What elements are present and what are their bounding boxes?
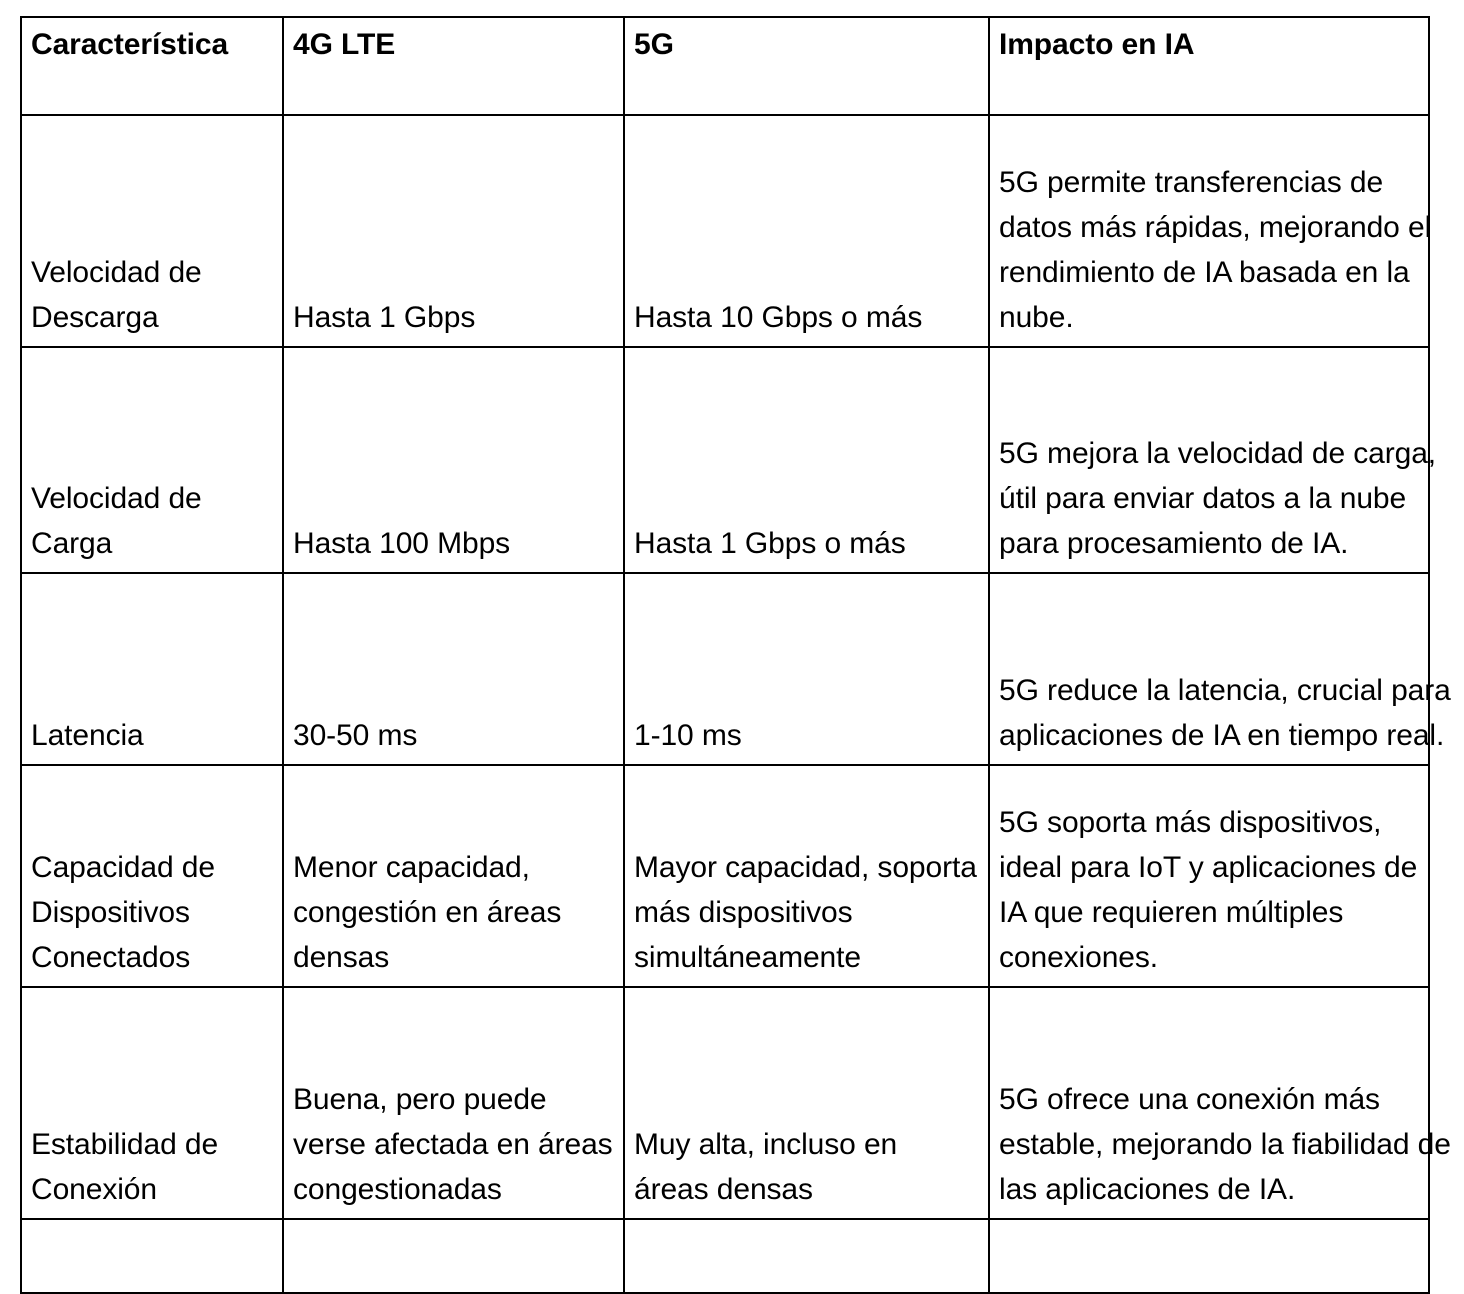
table-row	[21, 347, 1429, 573]
cell-4g-empty	[283, 1219, 624, 1293]
row-label-velocidad-carga: Velocidad de Carga	[21, 347, 283, 573]
cell-4g-velocidad-descarga: Hasta 1 Gbps	[283, 115, 624, 347]
cell-text: Mayor capacidad, soporta más dispositivos simultáneamente	[634, 851, 977, 974]
table-row	[21, 573, 1429, 765]
table-row-partial	[21, 1219, 1429, 1293]
impact-text: 5G permite transferencias de datos más rápidas, mejorando el rendimiento de IA basada en la nube.	[999, 166, 1432, 334]
cell-impacto-capacidad-dispositivos	[989, 765, 1429, 987]
row-label-estabilidad-conexion: Estabilidad de Conexión	[21, 987, 283, 1219]
cell-impacto-empty	[989, 1219, 1429, 1293]
cell-4g-latencia: 30-50 ms	[283, 573, 624, 765]
row-label-capacidad-dispositivos: Capacidad de Dispositivos Conectados	[21, 765, 283, 987]
table-row	[21, 987, 1429, 1219]
impact-text: 5G reduce la latencia, crucial para aplicaciones de IA en tiempo real.	[999, 674, 1451, 752]
cell-4g-velocidad-carga: Hasta 100 Mbps	[283, 347, 624, 573]
cell-text: Buena, pero puede verse afectada en áreas congestionadas	[293, 1083, 613, 1206]
table-row	[21, 115, 1429, 347]
cell-5g-capacidad-dispositivos	[624, 765, 989, 987]
cell-impacto-velocidad-descarga	[989, 115, 1432, 347]
impact-text: 5G ofrece una conexión más estable, mejorando la fiabilidad de las aplicaciones de IA.	[999, 1083, 1451, 1206]
column-header-impacto-en-ia: Impacto en IA	[989, 17, 1429, 115]
impact-text: 5G mejora la velocidad de carga, útil para enviar datos a la nube para procesamiento de IA.	[999, 437, 1437, 560]
column-header-4g-lte: 4G LTE	[283, 17, 624, 115]
cell-5g-empty	[624, 1219, 989, 1293]
column-header-caracteristica: Característica	[21, 17, 283, 115]
table-row	[21, 765, 1429, 987]
cell-impacto-velocidad-carga	[989, 347, 1437, 573]
cell-impacto-estabilidad-conexion	[989, 987, 1451, 1219]
cell-4g-estabilidad-conexion	[283, 987, 624, 1219]
row-label-empty	[21, 1219, 283, 1293]
row-label-latencia: Latencia	[21, 573, 283, 765]
table-header-row	[21, 17, 1429, 115]
cell-5g-latencia: 1-10 ms	[624, 573, 989, 765]
cell-impacto-latencia	[989, 573, 1451, 765]
row-label-velocidad-descarga: Velocidad de Descarga	[21, 115, 283, 347]
cell-4g-capacidad-dispositivos: Menor capacidad, congestión en áreas densas	[283, 765, 624, 987]
column-header-5g: 5G	[624, 17, 989, 115]
comparison-table-4g-5g-ia	[20, 16, 1451, 1294]
impact-text: 5G soporta más dispositivos, ideal para IoT y aplicaciones de IA que requieren múltiples conexiones.	[999, 806, 1418, 974]
cell-5g-velocidad-carga: Hasta 1 Gbps o más	[624, 347, 989, 573]
cell-5g-velocidad-descarga: Hasta 10 Gbps o más	[624, 115, 989, 347]
cell-5g-estabilidad-conexion: Muy alta, incluso en áreas densas	[624, 987, 989, 1219]
